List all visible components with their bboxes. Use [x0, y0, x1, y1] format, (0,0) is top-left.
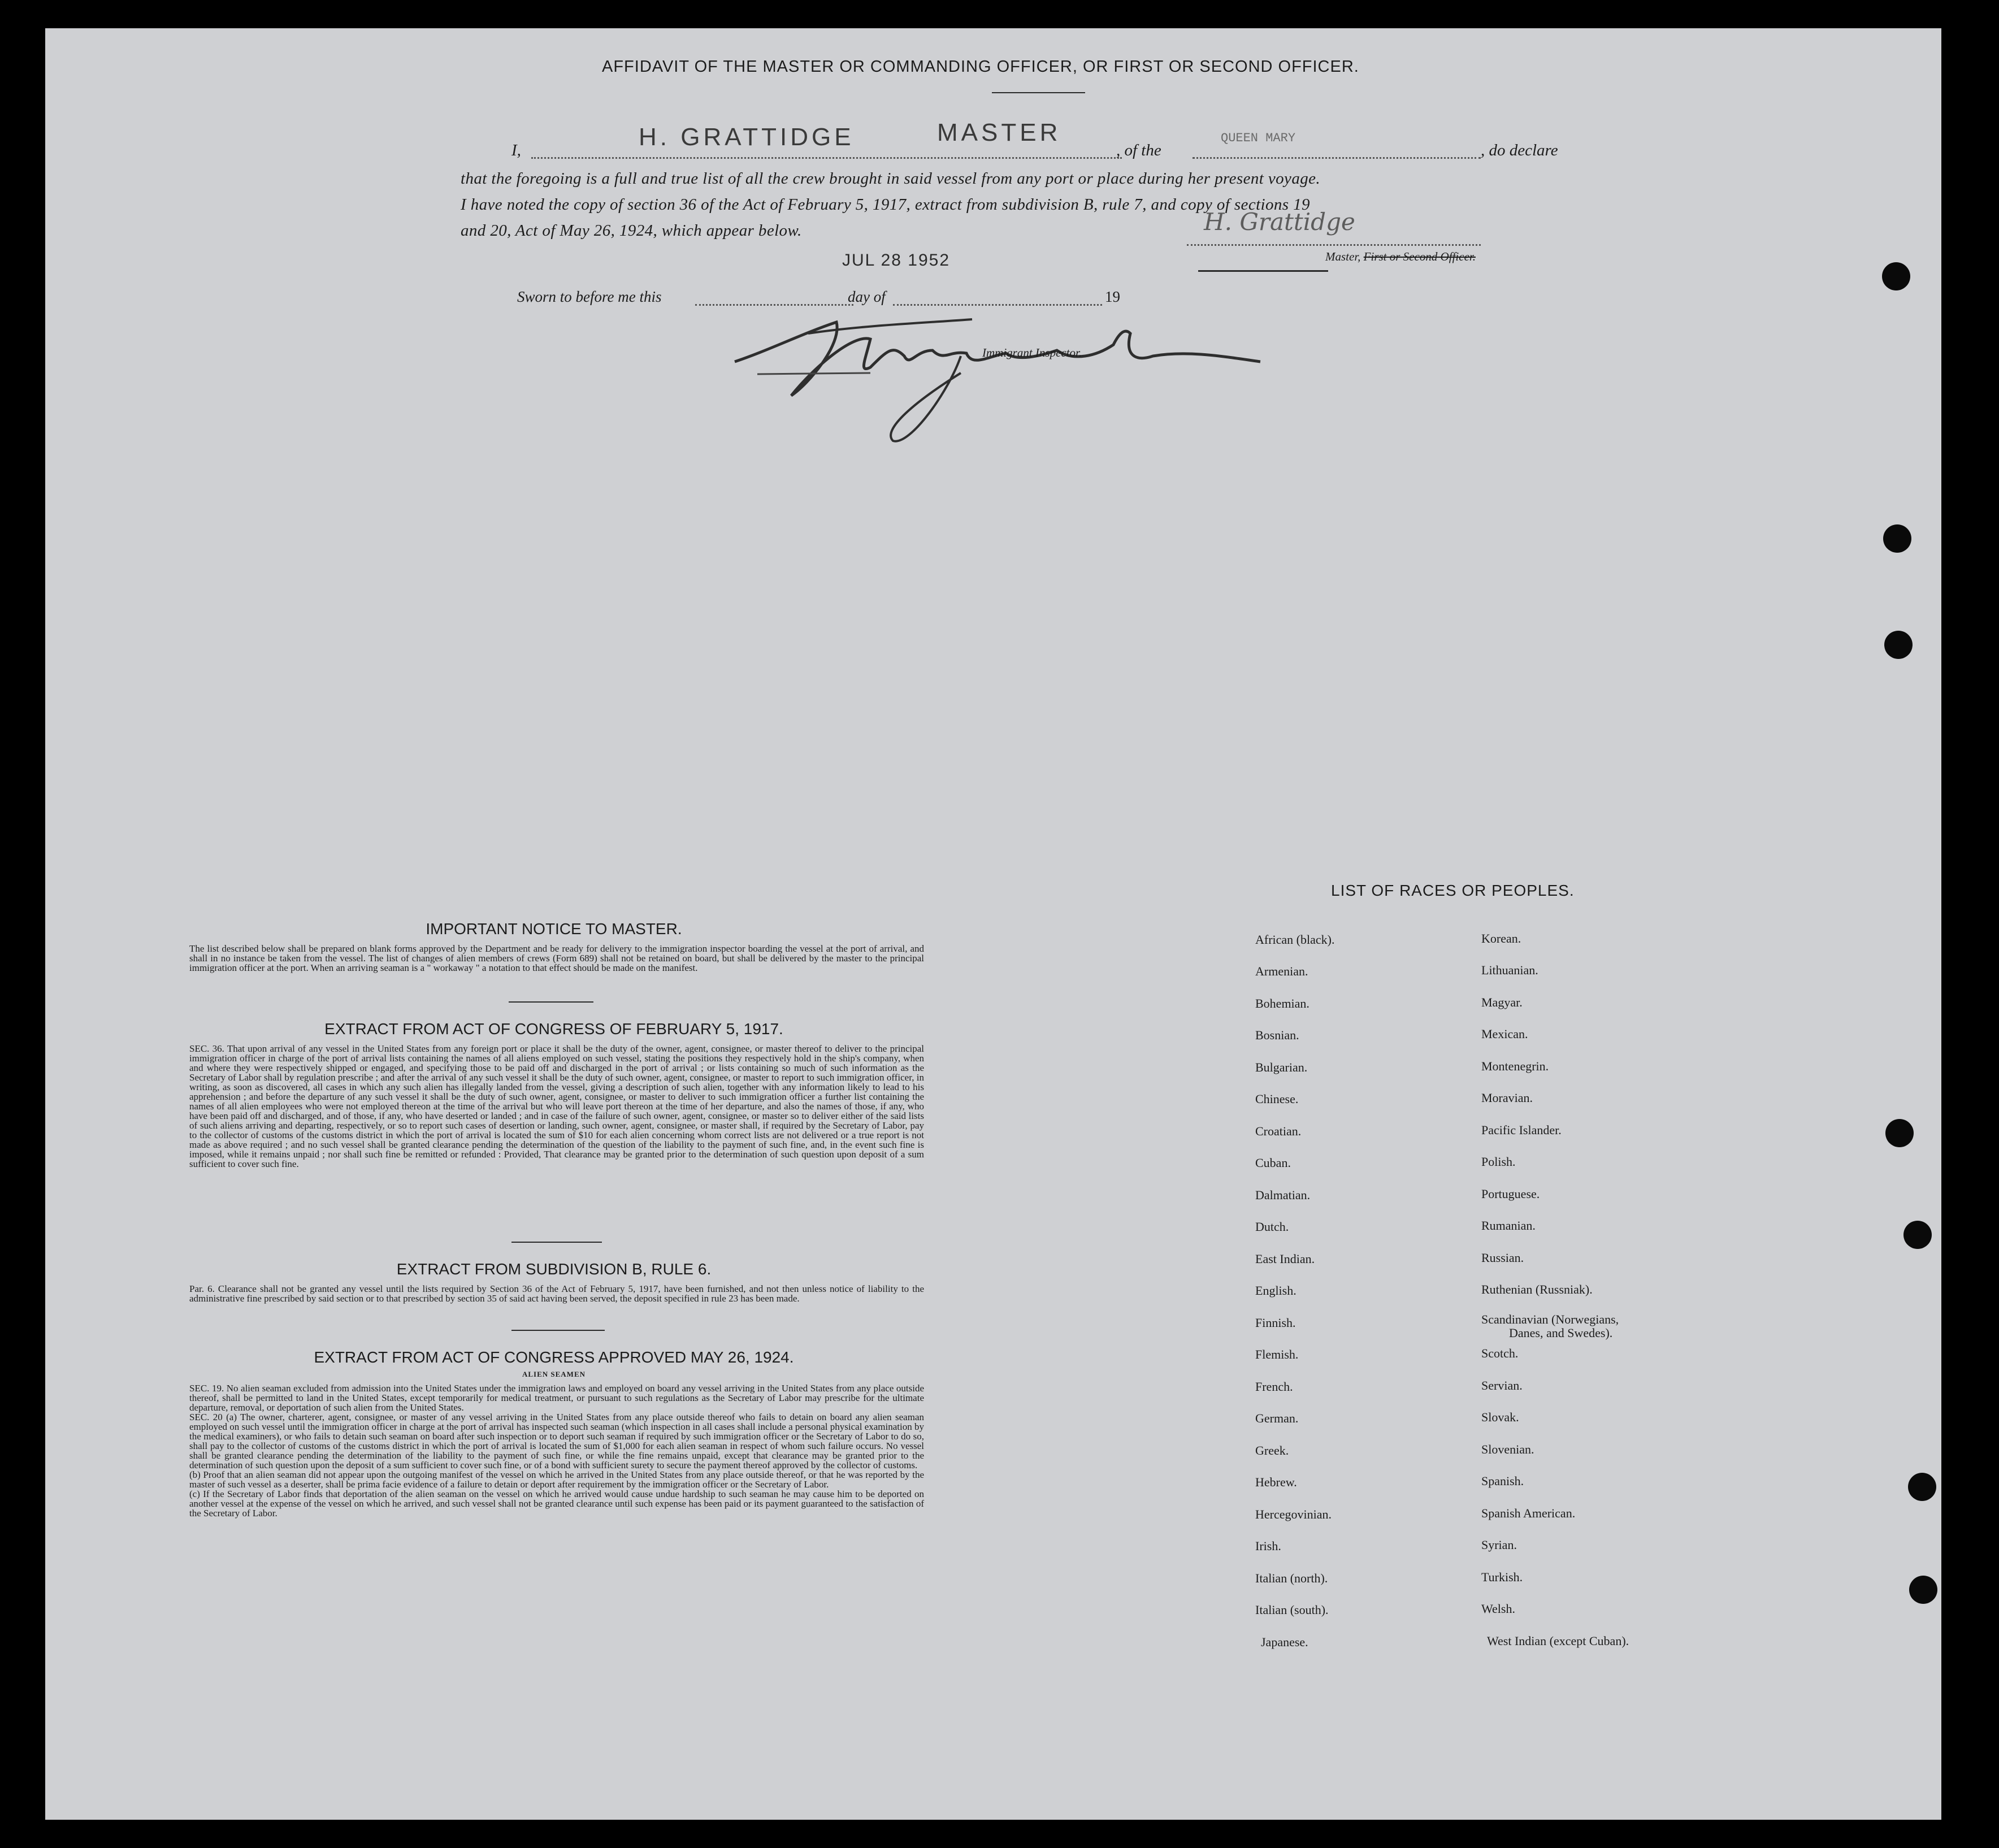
races-title: LIST OF RACES OR PEOPLES.	[1331, 882, 1575, 899]
master-caption	[1325, 250, 1476, 264]
race-item: Polish.	[1481, 1155, 1516, 1169]
race-item: Lithuanian.	[1481, 963, 1538, 977]
day-of-label: day of	[848, 288, 886, 305]
punch-hole	[1908, 1473, 1936, 1501]
notice-title: IMPORTANT NOTICE TO MASTER.	[426, 920, 682, 938]
race-item: Finnish.	[1255, 1316, 1296, 1330]
race-item: Rumanian.	[1481, 1218, 1536, 1233]
race-item: Dalmatian.	[1255, 1188, 1311, 1202]
race-item: Scandinavian (Norwegians,	[1481, 1312, 1619, 1326]
race-item: Spanish.	[1481, 1474, 1524, 1488]
divider	[511, 1330, 605, 1331]
race-item: Dutch.	[1255, 1220, 1289, 1234]
race-item: Bulgarian.	[1255, 1060, 1308, 1074]
race-item: Armenian.	[1255, 964, 1308, 978]
vessel-name-stamp: QUEEN MARY	[1221, 131, 1296, 145]
title-underline	[992, 92, 1085, 93]
sec20c-paragraph: (c) If the Secretary of Labor finds that deportation of the alien seaman on the vessel on which he arrived would cause undue hardship to such seaman he may cause him to be deported on another vessel at the expense of the vessel on which he arrived, and such vessel shall not be granted clearance until such expense has been paid or its payment guaranteed to the satisfaction of the Secretary of Labor.	[189, 1489, 924, 1519]
affidavit-line-3: I have noted the copy of section 36 of the Act of February 5, 1917, extract from subdivision B, rule 7, and copy of sections 19	[461, 196, 1310, 214]
race-item: Japanese.	[1261, 1635, 1308, 1649]
master-name-handwritten: H. GRATTIDGE	[639, 123, 855, 151]
master-rank-handwritten: MASTER	[937, 119, 1061, 146]
race-item: Russian.	[1481, 1251, 1524, 1265]
race-item: Hebrew.	[1255, 1475, 1297, 1489]
extract-1924-body	[189, 1383, 924, 1518]
master-caption-plain: Master,	[1325, 250, 1364, 263]
race-item: French.	[1255, 1380, 1293, 1394]
rule6-title: EXTRACT FROM SUBDIVISION B, RULE 6.	[396, 1260, 712, 1278]
master-signature: H. Grattidge	[1204, 208, 1355, 236]
document-page	[45, 28, 1941, 1820]
master-signature-line	[1187, 244, 1481, 246]
inspector-caption: Immigrant Inspector.	[982, 346, 1082, 359]
divider	[511, 1242, 602, 1243]
affidavit-title: AFFIDAVIT OF THE MASTER OR COMMANDING OFFICER, OR FIRST OR SECOND OFFICER.	[602, 58, 1359, 76]
race-item: Cuban.	[1255, 1156, 1291, 1170]
race-item: English.	[1255, 1283, 1296, 1298]
race-item: Syrian.	[1481, 1538, 1517, 1552]
race-item: Scotch.	[1481, 1346, 1519, 1360]
race-item: Ruthenian (Russniak).	[1481, 1282, 1593, 1296]
race-item: Italian (north).	[1255, 1571, 1328, 1585]
race-item: Turkish.	[1481, 1570, 1523, 1584]
affidavit-line-4: and 20, Act of May 26, 1924, which appear below.	[461, 222, 802, 240]
race-item: Italian (south).	[1255, 1603, 1329, 1617]
race-item: Flemish.	[1255, 1347, 1299, 1361]
punch-hole	[1885, 1119, 1914, 1147]
race-item: Croatian.	[1255, 1124, 1302, 1138]
year-prefix: 19	[1105, 288, 1120, 305]
race-item: Korean.	[1481, 931, 1521, 945]
race-item: Pacific Islander.	[1481, 1123, 1562, 1137]
affidavit-line-2: that the foregoing is a full and true list of all the crew brought in said vessel from any port or place during her present voyage.	[461, 170, 1321, 188]
notice-body: The list described below shall be prepared on blank forms approved by the Department and be ready for delivery to the immigration inspector boarding the vessel at the port of arrival, and shall in no instance be taken from the vessel. The list of changes of alien members of crews (Form 689) shall not be retained on board, but shall be delivered by the master to the principal immigration officer at the port. When an arriving seaman is a " workaway " a notation to that effect should be made on the manifest.	[189, 943, 924, 973]
do-declare-label: , do declare	[1481, 141, 1558, 159]
race-item: Bohemian.	[1255, 996, 1309, 1010]
struck-line	[1198, 270, 1328, 272]
name-blank-line	[531, 157, 1122, 159]
race-item: Slovenian.	[1481, 1442, 1534, 1456]
extract-1924-title: EXTRACT FROM ACT OF CONGRESS APPROVED MAY 26, 1924.	[314, 1348, 794, 1366]
race-item: West Indian (except Cuban).	[1487, 1634, 1629, 1648]
alien-seamen-subtitle: ALIEN SEAMEN	[522, 1370, 586, 1378]
race-item: African (black).	[1255, 932, 1335, 947]
race-item: Portuguese.	[1481, 1187, 1540, 1201]
of-the-label: , of the	[1116, 141, 1161, 159]
race-item: Servian.	[1481, 1378, 1523, 1392]
affidavit-i-label: I,	[511, 141, 521, 159]
race-item: Greek.	[1255, 1443, 1289, 1457]
rule6-body: Par. 6. Clearance shall not be granted any vessel until the lists required by Section 36 of the Act of February 5, 1917, have been furnished, and not then unless notice of liability to the administrative fine prescribed by said section or to that prescribed by section 35 of said act having been served, the deposit specified in rule 23 has been made.	[189, 1283, 924, 1304]
race-item: Magyar.	[1481, 995, 1523, 1009]
master-caption-struck: First or Second Officer.	[1363, 250, 1476, 263]
race-item: Bosnian.	[1255, 1028, 1299, 1042]
punch-hole	[1909, 1576, 1937, 1604]
race-item: German.	[1255, 1411, 1299, 1425]
race-item-continuation: Danes, and Swedes).	[1509, 1326, 1613, 1340]
race-item: Montenegrin.	[1481, 1059, 1549, 1073]
race-item: Welsh.	[1481, 1602, 1515, 1616]
punch-hole	[1883, 524, 1911, 553]
race-item: Mexican.	[1481, 1027, 1528, 1041]
punch-hole	[1882, 262, 1910, 290]
date-stamp: JUL 28 1952	[842, 251, 951, 270]
sec20b-paragraph: (b) Proof that an alien seaman did not appear upon the outgoing manifest of the vessel on which he arrived in the United States from any place outside thereof, or that he was reported by the master of such vessel as a deserter, shall be prima facie evidence of a failure to detain or deport after requirement by the immigration officer or the Secretary of Labor.	[189, 1469, 924, 1490]
sworn-text: Sworn to before me this	[517, 288, 662, 305]
sec19-paragraph: SEC. 19. No alien seaman excluded from admission into the United States under the immigration laws and employed on board any vessel arriving in the United States from any place outside thereof, shall be permitted to land in the United States, except temporarily for medical treatment, or pursuant to such regulations as the Secretary of Labor may prescribe for the ultimate departure, removal, or deportation of such alien from the United States.	[189, 1383, 924, 1413]
punch-hole	[1884, 631, 1913, 659]
punch-hole	[1903, 1221, 1932, 1249]
extract-1917-title: EXTRACT FROM ACT OF CONGRESS OF FEBRUARY 5, 1917.	[324, 1020, 783, 1038]
race-item: East Indian.	[1255, 1252, 1315, 1266]
extract-1917-body: SEC. 36. That upon arrival of any vessel in the United States from any foreign port or place it shall be the duty of the owner, agent, consignee, or master thereof to deliver to the principal immigration officer in charge of the port of arrival lists containing the names of all aliens employed on such vessel, stating the positions they respectively hold in the ship's company, when and where they were respectively shipped or engaged, and specifying those to be paid off and discharged in the port of arrival ; or lists containing so much of such information as the Secretary of Labor shall by regulation prescribe ; and after the arrival of any such vessel it shall be the duty of such owner, agent, consignee, or master to report to such immigration officer, in writing, as soon as discovered, all cases in which any such alien has illegally landed from the vessel, giving a description of such alien, together with any information likely to lead to his apprehension ; and before the departure of any such vessel it shall be the duty of such owner, agent, consignee, or master to deliver to such immigration officer a further list containing the names of all alien employees who were not employed thereon at the time of the arrival but who will leave port thereon at the time of her departure, and also the names of those, if any, who have been paid off and discharged, and of those, if any, who have deserted or landed ; and in case of the failure of such owner, agent, consignee, or master so to deliver either of the said lists of such aliens arriving and departing, respectively, or so to report such cases of desertion or landing, such owner, agent, consignee, or master shall, if required by the Secretary of Labor, pay to the collector of customs of the customs district in which the port of arrival is located the sum of $10 for each alien concerning whom correct lists are not delivered or a true report is not made as above required ; and no such vessel shall be granted clearance pending the determination of the question of the liability to the payment of such fine, and, in the event such fine is imposed, while it remains unpaid ; nor shall such fine be remitted or refunded : Provided, That clearance may be granted prior to the determination of such question upon deposit of a sum sufficient to cover such fine.	[189, 1043, 924, 1169]
race-item: Spanish American.	[1481, 1506, 1576, 1520]
vessel-blank-line	[1193, 157, 1481, 159]
race-item: Irish.	[1255, 1539, 1281, 1553]
race-item: Moravian.	[1481, 1091, 1533, 1105]
race-item: Hercegovinian.	[1255, 1507, 1332, 1521]
race-item: Chinese.	[1255, 1092, 1299, 1106]
race-item: Slovak.	[1481, 1410, 1519, 1424]
divider	[509, 1001, 593, 1003]
inspector-signature	[723, 300, 1317, 469]
sec20a-paragraph: SEC. 20 (a) The owner, charterer, agent, consignee, or master of any vessel arriving in the United States from any place outside thereof who fails to detain on board any alien seaman employed on such vessel until the immigration officer in charge at the port of arrival has inspected such seaman (which inspection in all cases shall include a personal physical examination by the medical examiners), or who fails to detain such seaman on board after such inspection or to deport such seaman if required by such immigration officer or the Secretary of Labor to do so, shall pay to the collector of customs of the customs district in which the port of arrival is located the sum of $1,000 for each alien seaman in respect of whom such failure occurs. No vessel shall be granted clearance pending the determination of the liability to the payment of such fine, or while the fine remains unpaid, except that clearance may be granted prior to the determination of such question upon the deposit of a sum sufficient to cover such fine, or of a bond with sufficient surety to secure the payment thereof approved by the collector of customs.	[189, 1412, 924, 1470]
